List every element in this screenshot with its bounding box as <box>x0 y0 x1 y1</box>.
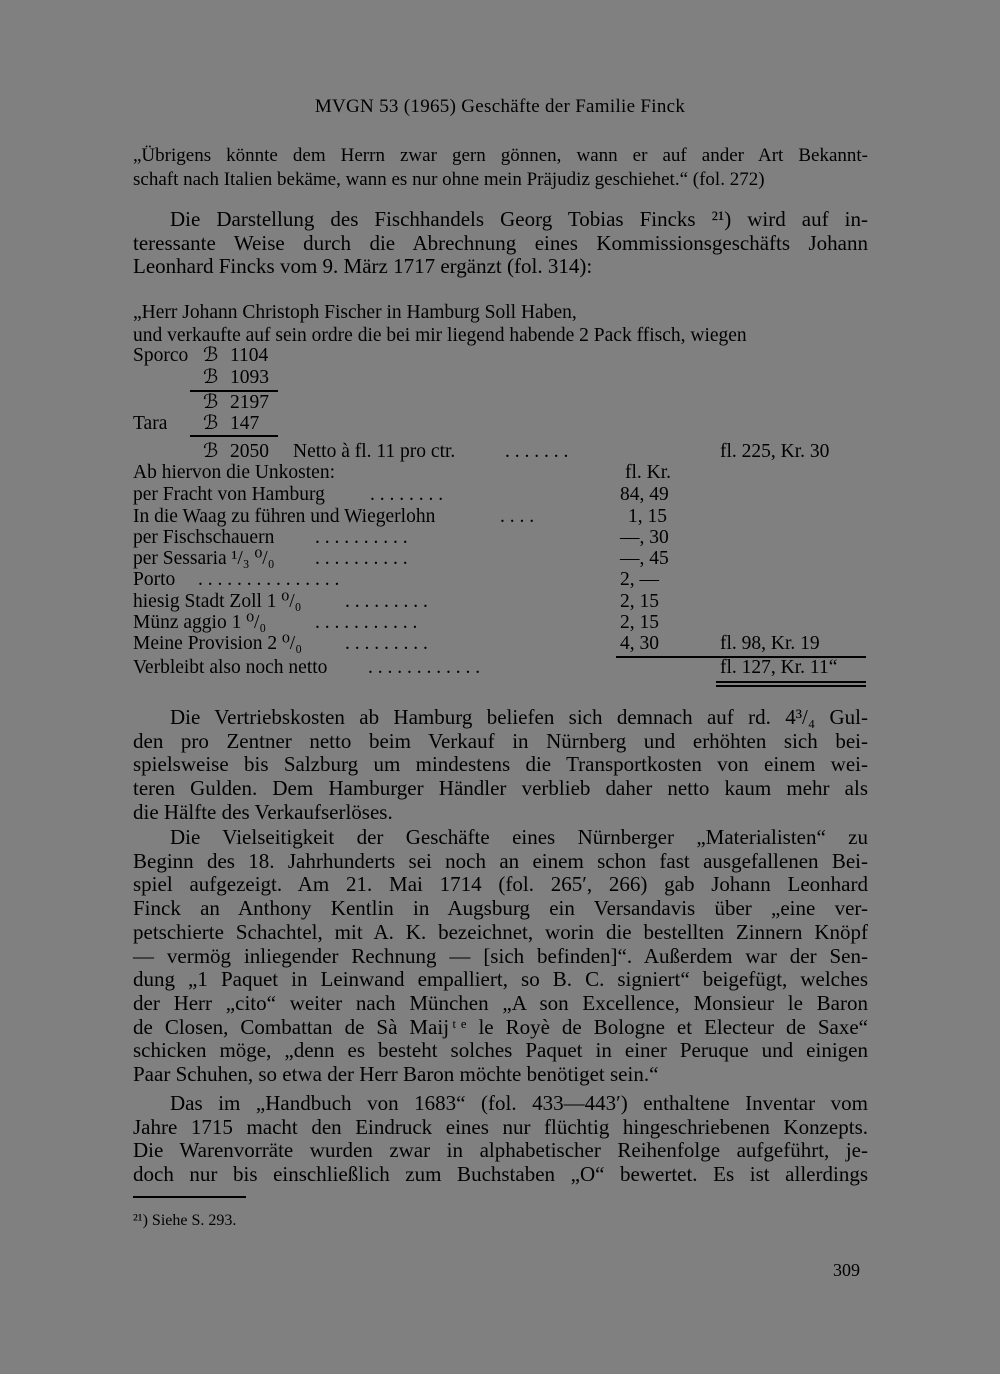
paragraph-line: teren Gulden. Dem Hamburger Händler verblieb daher netto kaum mehr als <box>133 776 868 801</box>
paragraph-line: spiel aufgezeigt. Am 21. Mai 1714 (fol. 265′, 266) gab Johann Leonhard <box>133 872 868 897</box>
cost-label: Meine Provision 2 ⁰/₀ <box>133 633 302 654</box>
paragraph-line: doch nur bis einschließlich zum Buchstaben „O“ bewertet. Es ist allerdings <box>133 1162 868 1187</box>
weight-value: 2197 <box>230 392 269 413</box>
pound-symbol: ℬ <box>203 441 219 462</box>
weight-value: 147 <box>230 413 260 434</box>
column-header: fl. Kr. <box>625 462 672 483</box>
cost-label: per Fracht von Hamburg <box>133 484 325 505</box>
pound-symbol: ℬ <box>203 392 219 413</box>
weight-value: 2050 <box>230 441 269 462</box>
remain-label: Verbleibt also noch netto <box>133 657 328 678</box>
cost-label: per Fischschauern <box>133 527 275 548</box>
paragraph-line: dung „1 Paquet in Leinwand empalliert, so B. C. signiert“ beigefügt, welches <box>133 967 868 992</box>
leader-dots: . . . . . . . . . . . <box>315 612 418 633</box>
cost-value: —, 30 <box>620 527 669 548</box>
paragraph-line: Das im „Handbuch von 1683“ (fol. 433—443′) enthaltene Inventar vom <box>170 1091 868 1115</box>
paragraph-line: die Hälfte des Verkaufserlöses. <box>133 799 393 824</box>
cost-value: 84, 49 <box>620 484 669 505</box>
cost-value: 1, 15 <box>628 506 667 527</box>
pound-symbol: ℬ <box>203 345 219 366</box>
leader-dots: . . . . . . . . <box>370 484 444 505</box>
tara-label: Tara <box>133 413 168 434</box>
cost-value: —, 45 <box>620 548 669 569</box>
cost-value: 2, — <box>620 569 659 590</box>
paragraph-line: Die Warenvorräte wurden zwar in alphabetischer Reihenfolge aufgeführt, je- <box>133 1138 868 1163</box>
paragraph-line: de Closen, Combattan de Sà Maij ͭᵉ le Royè de Bologne et Electeur de Saxe“ <box>133 1014 868 1039</box>
leader-dots: . . . . . . . . . . <box>315 527 408 548</box>
account-line: „Herr Johann Christoph Fischer in Hamburg Soll Haben, <box>133 302 577 323</box>
paragraph-line: spielsweise bis Salzburg um mindestens die Transportkosten von einem wei- <box>133 752 868 777</box>
paragraph-line: Die Darstellung des Fischhandels Georg Tobias Fincks ²¹) wird auf in- <box>170 207 868 231</box>
pound-symbol: ℬ <box>203 367 219 388</box>
leader-dots: . . . . . . . . . <box>345 633 428 654</box>
paragraph-line: teressante Weise durch die Abrechnung eines Kommissionsgeschäfts Johann <box>133 230 868 255</box>
double-rule <box>716 685 866 687</box>
running-header: MVGN 53 (1965) Geschäfte der Familie Finck <box>314 96 686 117</box>
sporco-label: Sporco <box>133 345 189 366</box>
leader-dots: . . . . . . . <box>505 441 569 462</box>
cost-label: hiesig Stadt Zoll 1 ⁰/₀ <box>133 591 302 612</box>
costs-total: fl. 98, Kr. 19 <box>720 633 820 654</box>
leader-dots: . . . . . . . . . . <box>315 548 408 569</box>
footnote: ²¹) Siehe S. 293. <box>133 1212 237 1229</box>
double-rule <box>716 681 866 683</box>
weight-value: 1093 <box>230 367 269 388</box>
paragraph-3 <box>133 826 868 1087</box>
account-line: und verkaufte auf sein ordre die bei mir liegend habende 2 Pack ffisch, wiegen <box>133 325 747 346</box>
cost-label: Münz aggio 1 ⁰/₀ <box>133 612 267 633</box>
paragraph-line: Die Vertriebskosten ab Hamburg beliefen sich demnach auf rd. 4³/₄ Gul- <box>170 705 868 729</box>
quote-line: schaft nach Italien bekäme, wann es nur ohne mein Präjudiz geschiehet.“ (fol. 272) <box>133 169 765 190</box>
quote-line: „Übrigens könnte dem Herrn zwar gern gönnen, wann er auf ander Art Bekannt- <box>133 145 868 166</box>
paragraph-2 <box>133 706 868 825</box>
remain-total: fl. 127, Kr. 11“ <box>720 657 838 678</box>
paragraph-line: Finck an Anthony Kentlin in Augsburg ein Versandavis über „eine ver- <box>133 896 868 921</box>
paragraph-line: schicken möge, „denn es besteht solches Paquet in einer Peruque und einigen <box>133 1038 868 1063</box>
costs-label: Ab hiervon die Unkosten: <box>133 462 336 483</box>
page-number: 309 <box>833 1260 860 1280</box>
paragraph-line: Die Vielseitigkeit der Geschäfte eines Nürnberger „Materialisten“ zu <box>170 825 868 849</box>
cost-label: per Sessaria ¹/₃ ⁰/₀ <box>133 548 275 569</box>
paragraph-line: petschierte Schachtel, mit A. K. bezeichnet, worin die bestellten Zinnern Knöpf <box>133 919 868 944</box>
paragraph-line: Leonhard Fincks vom 9. März 1717 ergänzt (fol. 314): <box>133 254 593 279</box>
leader-dots: . . . . <box>500 506 535 527</box>
netto-total: fl. 225, Kr. 30 <box>720 441 830 462</box>
paragraph-4 <box>133 1092 868 1187</box>
weight-value: 1104 <box>230 345 269 366</box>
leader-dots: . . . . . . . . . . . . <box>368 657 481 678</box>
paragraph-line: den pro Zentner netto beim Verkauf in Nürnberg und erhöhten sich bei- <box>133 728 868 753</box>
paragraph-line: — vermög inliegender Rechnung — [sich befinden]“. Außerdem war der Sen- <box>133 943 868 968</box>
cost-value: 2, 15 <box>620 591 659 612</box>
cost-value: 2, 15 <box>620 612 659 633</box>
netto-text: Netto à fl. 11 pro ctr. <box>293 441 456 462</box>
paragraph-line: Paar Schuhen, so etwa der Herr Baron möchte benötiget sein.“ <box>133 1062 659 1087</box>
pound-symbol: ℬ <box>203 413 219 434</box>
leader-dots: . . . . . . . . . . . . . . . <box>198 569 340 590</box>
sum-rule <box>190 435 278 437</box>
footnote-rule <box>133 1196 246 1198</box>
paragraph-line: Jahre 1715 macht den Eindruck eines nur flüchtig hingeschriebenen Konzepts. <box>133 1114 868 1139</box>
cost-label: In die Waag zu führen und Wiegerlohn <box>133 506 436 527</box>
cost-label: Porto <box>133 569 176 590</box>
paragraph-1 <box>133 208 868 279</box>
paragraph-line: Beginn des 18. Jahrhunderts sei noch an einem schon fast ausgefallenen Bei- <box>133 848 868 873</box>
leader-dots: . . . . . . . . . <box>345 591 428 612</box>
paragraph-line: der Herr „cito“ weiter nach München „A son Excellence, Monsieur le Baron <box>133 990 868 1015</box>
cost-value: 4, 30 <box>620 633 659 654</box>
quote-block <box>133 144 868 192</box>
